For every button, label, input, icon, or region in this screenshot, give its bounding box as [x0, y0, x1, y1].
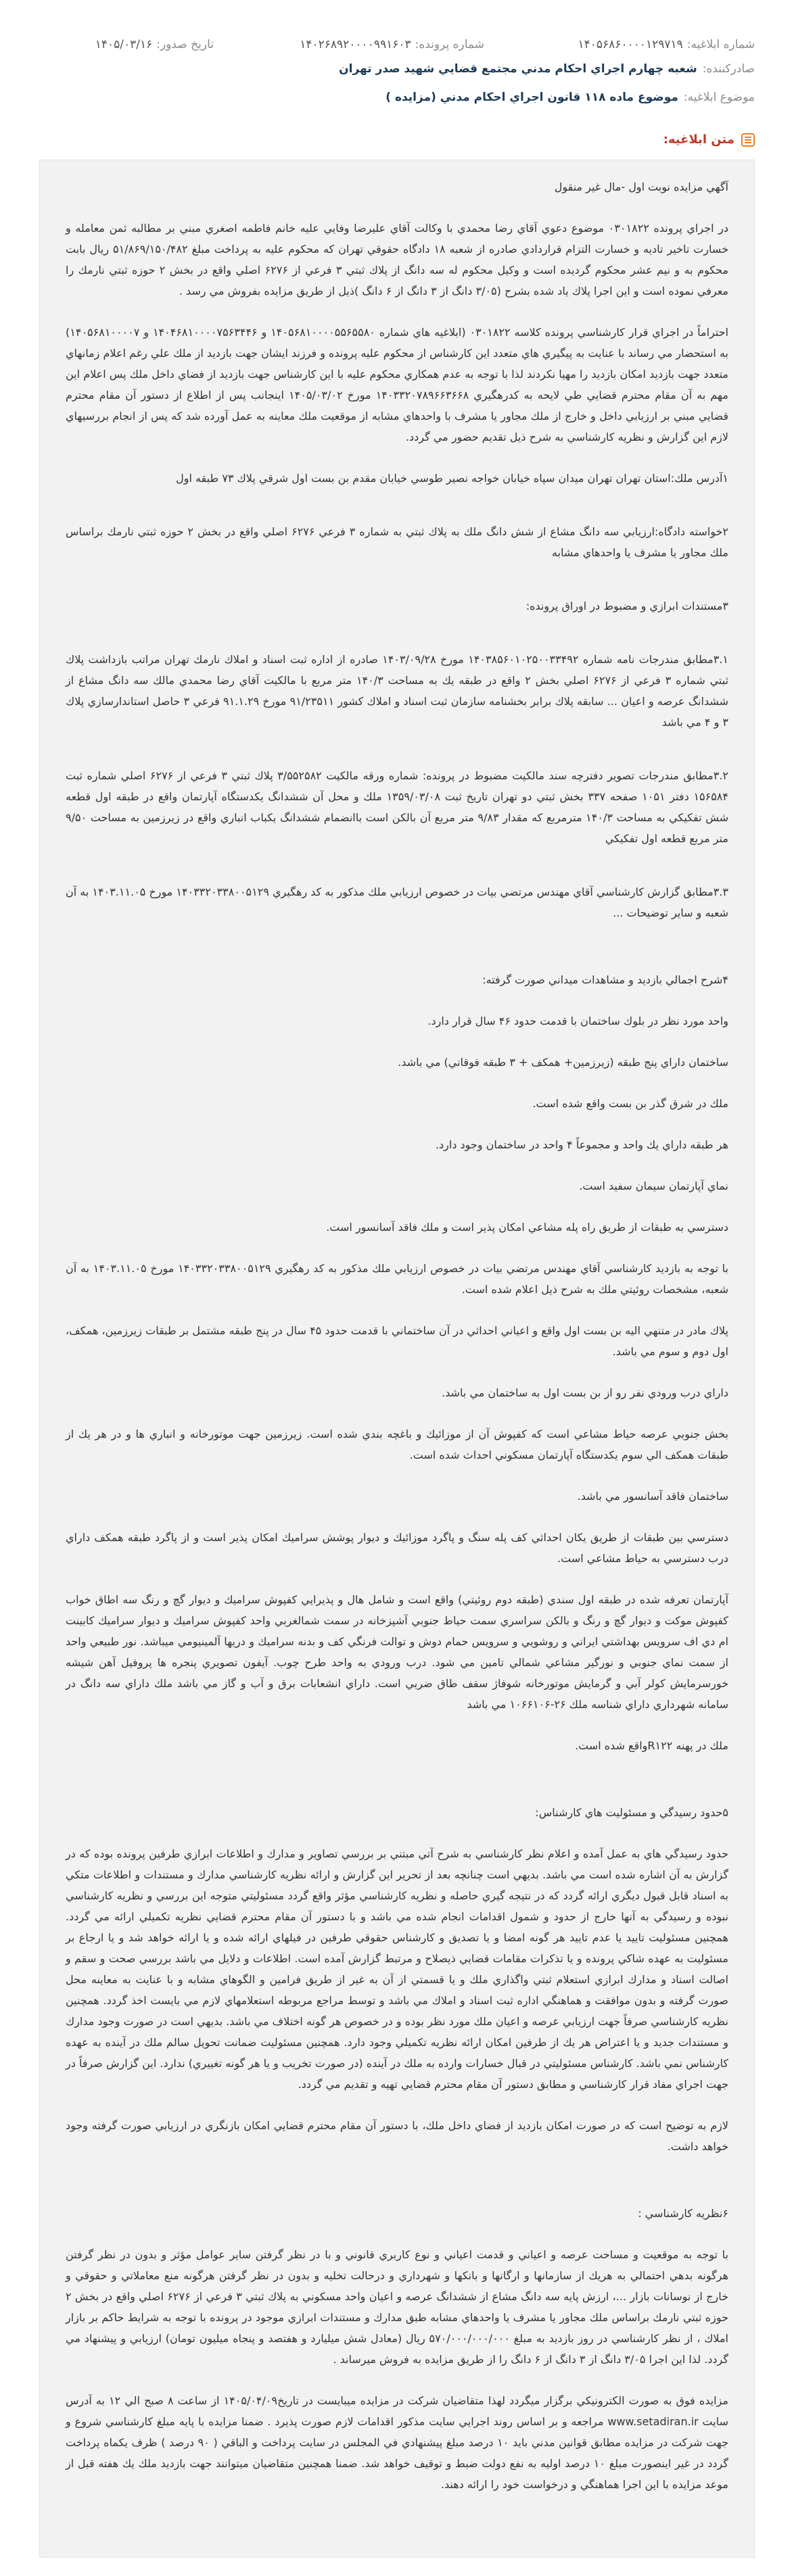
subject-row — [39, 91, 755, 104]
body-paragraph: مزايده فوق به صورت الكترونيكي برگزار ميگردد لهذا متقاضيان شركت در مزايده ميبايست در تاريخ۱۴۰۵/۰۴/۰۹ از ساعت ۸ صبح الي ۱۲ به آدرس سايت www.setadiran.ir مراجعه و بر اساس روند اجرايي سايت مذكور اقدامات لازم صورت پذيرد . ضمنا مزايده با پايه مبلغ كارشناسي شروع و جهت شركت در مزايده مطابق قوانين مدني بايد ۱۰ درصد مبلغ پيشنهادي في المجلس در سايت پرداخت و الباقي ( ۹۰ درصد ) ظرف يكماه پرداخت گردد در غير اينصورت مبلغ ۱۰ درصد اوليه به نفع دولت ضبط و توقيف خواهد شد. ضمنا همچنين متقاضيان ميتوانند جهت بازديد ملك يك هفته قبل از موعد مزايده با اين اجرا هماهنگي و درخواست خود را ارائه دهند. — [66, 2394, 729, 2491]
body-paragraph: حدود رسيدگي هاي به عمل آمده و اعلام نظر كارشناسي به شرح آتي مبتني بر بررسي تصاوير و مدارك و اطلاعات ابرازي طرفين پرونده بوده كه در گزارش به آن اشاره شده است مي باشد. بديهي است چنانچه بعد از تحرير اين گزارش و ارائه نظريه كارشناسي مدارك و مستندات و اطلاعات متكي به اسناد قابل قبول ديگري ارائه گردد كه در نتيجه گيري حاصله و نظريه كارشناسي مؤثر واقع گردد مسئوليتي متوجه اين بررسي و نظريه كارشناسي نبوده و رسيدگي به آنها خارج از حدود و شمول اقدامات انجام شده مي باشد و با دستور آن مقام محترم قضايي نظريه تكميلي ارائه مي گردد. همچنين مسئوليت تاييد يا عدم تاييد هر گونه امضا و يا تصديق و كارشناس حقوقي طرفين در فيلهاي ارائه شده و يا ارائه خواهد شد و يا ارجاع بر مسئوليت به عهده شاكي پرونده و يا تذكرات مقامات قضايي ذيصلاح و مرتبط گزارش آمده است. اطلاعات و دلايل مي باشد بررسي صحت و سقم و اصالت اسناد و مدارك ابرازي استعلام ثبتي واگذاري ملك و يا قسمتي از آن به غير از طريق فرامين و الگوهاي مشابه و با عنايت به معاينه محل صورت گرفته و بدون موافقت و هماهنگي اداره ثبت اسناد و املاك مي باشد و توسط مراجع مربوطه استعلامهاي لازم مي بايست اخذ گردد. همچنين نظريه كارشناسي صرفاً جهت ارزيابي عرصه و اعيان ملك مورد نظر بوده و در خصوص هر گونه اختلاف مي باشد. بديهي است در صورت وجود مدارك و مستندات جديد و يا اعتراض هر يك از طرفين امكان ارائه نظريه تكميلي وجود دارد. همچنين مسئوليت ضمانت تحويل سالم ملك در آينده به عهده كارشناس نمي باشد. كارشناس مسئوليتي در قبال خسارات وارده به ملك در آينده (در صورت تخريب و يا هر گونه تغييري) ندارد. اين گزارش صرفاً در جهت اجراي مفاد قرار كارشناسي و مطابق دستور آن مقام محترم قضايي تهيه و تقديم مي گردد. — [66, 1847, 728, 2091]
body-paragraph: واحد مورد نظر در بلوك ساختمان با قدمت حدود ۴۶ سال قرار دارد. — [427, 1015, 728, 1027]
body-paragraph: نماي آپارتمان سيمان سفيد است. — [579, 1180, 728, 1192]
issue-date — [95, 38, 214, 51]
body-paragraph: ۶نظريه كارشناسي : — [638, 2207, 728, 2220]
issuer-value: شعبه چهارم اجراي احكام مدني مجتمع قضايي شهيد صدر تهران — [339, 62, 697, 76]
body-paragraph: با توجه به موقعيت و مساحت عرصه و اعياني و قدمت اعياني و نوع كاربري قانوني و با در نظر گرفتن ساير عوامل مؤثر و بدون در نظر گرفتن هرگونه بدهي احتمالي به هريك از سازمانها و ارگانها و بانكها و شهرداري و درحالت تخليه و بدون در نظر گرفتن هرگونه منع معاملاتي و حقوقي و خارج از نوسانات بازار ...، ارزش پايه سه دانگ مشاع از ششدانگ عرصه و اعيان واحد مسكوني به پلاك ثبتي ۳ فرعي از ۶۲۷۶ اصلي واقع در بخش ۲ حوزه ثبتي نارمك براساس ملك مجاور يا مشرف يا واحدهاي مشابه طبق مدارك و مستندات ابرازي موجود در پرونده با توجه به شرايط حاكم بر بازار املاك ، از نظر كارشناسي در روز بازديد به مبلغ ۵۷۰/۰۰۰/۰۰۰/۰۰۰ ريال (معادل شش ميليارد و هفتصد و پنجاه ميليون تومان) ارزيابي و پيشنهاد مي گردد. لذا اين اجرا ۳/۰۵ دانگ از ۳ دانگ از ۶ دانگ را از طريق مزايده به فروش ميرساند . — [66, 2248, 728, 2366]
notice-text-title: متن ابلاغيه: — [663, 132, 734, 147]
body-paragraph: ملك در شرق گذر بن بست واقع شده است. — [532, 1097, 728, 1110]
body-paragraph: پلاك مادر در متنهي اليه بن بست اول واقع و اعياني احداثي در آن ساختماني با قدمت حدود ۴۵ سال در پنج طبقه مشتمل بر طبقات زيرزمين، همكف، اول دوم و سوم مي باشد. — [66, 1324, 729, 1358]
body-paragraph: ساختمان داراي پنج طبقه (زيرزمين+ همكف + ۳ طبقه فوقاني) مي باشد. — [398, 1056, 728, 1069]
document-icon — [741, 133, 755, 147]
case-number — [214, 38, 484, 51]
body-paragraph: هر طبقه داراي يك واحد و مجموعاً ۴ واحد در ساختمان وجود دارد. — [435, 1138, 728, 1151]
body-paragraph: لازم به توضيح است كه در صورت امكان بازديد از فضاي داخل ملك، با دستور آن مقام محترم قضايي امكان بازنگري در ارزيابي صورت گرفته وجود خواهد داشت. — [66, 2119, 728, 2153]
body-paragraph: احتراماً در اجراي قرار كارشناسي پرونده كلاسه ۰۳۰۱۸۲۲ (ابلاغيه هاي شماره ۱۴۰۵۶۸۱۰۰۰۰۵۵۶۵۵۸۰ و ۱۴۰۴۶۸۱۰۰۰۰۷۵۶۳۴۴۶ و ۱۴۰۵۶۸۱۰۰۰۰۷) به استحضار مي رساند با عنايت به پيگيري هاي متعدد اين كارشناس از محكوم عليه پرونده و فرزند ايشان جهت بازديد از ملك علي رغم اعلام زمانهاي متعدد جهت بازديد امكان بازديد را مهيا نكردند لذا با توجه به عدم همكاري محكوم عليه با اين كارشناس جهت بازديد از فضاي داخل ملك پس اعلام اين مهم به آن مقام محترم قضايي طي لايحه به كدرهگيري ۱۴۰۳۳۲۰۷۸۹۶۶۳۶۶۸ مورخ ۱۴۰۵/۰۳/۰۲ اينجانب پس از اطلاع از دستور آن مقام محترم قضايي مبني بر ارزيابي داخل و خارج از ملك مجاور يا مشرف با واحدهاي مشابه از موقعيت ملك معاينه به عمل آورده شد كه پس از انجام بررسيهاي لازم اين گزارش و نظريه كارشناسي به شرح ذيل تقديم حضور مي گردد. — [66, 326, 729, 443]
announcement-number — [484, 38, 755, 51]
issue-date-value: ۱۴۰۵/۰۳/۱۶ — [95, 38, 153, 51]
body-paragraph: ۳.۲مطابق مندرجات تصوير دفترچه سند مالكيت مضبوط در پرونده: شماره ورقه مالكيت ۳/۵۵۲۵۸۲ پلاك ثبتي ۳ فرعي از ۶۲۷۶ اصلي شماره ثبت ۱۵۶۵۸۴ دفتر ۱۰۵۱ صفحه ۳۳۷ بخش ثبتي دو تهران تاريخ ثبت ۱۳۵۹/۰۳/۰۸ ملك و محل آن ششدانگ يكدستگاه آپارتمان واقع در طبقه اول قطعه شش تفكيكي به مساحت ۱۴۰/۳ مترمربع كه مقدار ۹/۸۳ متر مربع آن بالكن است باانضمام ششدانگ يكباب انباري واقع در زيرزمين به مساحت ۹/۵۰ متر مربع قطعه اول تفكيكي — [66, 769, 729, 845]
body-paragraph: با توجه به بازديد كارشناسي آقاي مهندس مرتضي بيات در خصوص ارزيابي ملك مذكور به كد رهگيري ۱۴۰۳۳۲۰۳۳۸۰۰۵۱۲۹ مورخ ۱۴۰۳.۱۱.۰۵ به آن شعبه، مشخصات روئيتي ملك به شرح ذيل اعلام شده است. — [66, 1262, 729, 1296]
notice-text-header — [663, 132, 755, 147]
body-paragraph: ملك در پهنه R۱۲۲واقع شده است. — [575, 1739, 728, 1752]
announcement-number-value: ۱۴۰۵۶۸۶۰۰۰۰۱۲۹۷۱۹ — [578, 38, 683, 51]
body-paragraph: ساختمان فاقد آسانسور مي باشد. — [577, 1490, 728, 1503]
body-paragraph: دسترسي به طبقات از طريق راه پله مشاعي امكان پذير است و ملك فاقد آسانسور است. — [326, 1221, 728, 1234]
body-paragraph: ۱آدرس ملك:استان تهران تهران ميدان سپاه خيابان خواجه نصير طوسي خيابان مقدم بن بست اول شرقي پلاك ۷۳ طبقه اول — [176, 472, 728, 485]
body-paragraph: دسترسي بين طبقات از طريق يكان احداثي كف پله سنگ و پاگرد موزائيك و ديوار پوشش سراميك امكان پذير است و از پاگرد طبقه همكف داراي درب دسترسي به حياط مشاعي است. — [66, 1531, 728, 1565]
body-paragraph: ۳مستندات ابرازي و مضبوط در اوراق پرونده: — [526, 600, 728, 612]
case-number-value: ۱۴۰۲۶۸۹۲۰۰۰۰۹۹۱۶۰۳ — [300, 38, 411, 51]
body-paragraph: ۳.۱مطابق مندرجات نامه شماره ۱۴۰۳۸۵۶۰۱۰۲۵۰۰۳۳۴۹۲ مورخ ۱۴۰۳/۰۹/۲۸ صادره از اداره ثبت اسناد و املاك نارمك تهران مراتب بازداشت پلاك ثبتي شماره ۳ فرعي از ۶۲۷۶ اصلي بخش ۲ واقع در طبقه يك به مساحت ۱۴۰/۳ متر مربع با مالكيت آقاي رضا محمدي مالك سه دانگ مشاع از ششدانگ عرصه و اعيان ... سابقه پلاك برابر بخشنامه سازمان ثبت اسناد و املاك كشور ۹۱/۲۳۵۱۱ مورخ ۹۱.۱.۲۹ فرعي ۳ حاصل استاندارسازي پلاك ۳ و ۴ مي باشد — [66, 653, 729, 729]
body-paragraph: داراي درب ورودي نفر رو از بن بست اول به ساختمان مي باشد. — [442, 1386, 728, 1399]
notice-meta-row — [39, 32, 755, 57]
body-heading: آگهي مزايده نوبت اول -مال غير منقول — [554, 180, 728, 193]
body-paragraph: در اجراي پرونده ۰۳۰۱۸۲۲ موضوع دعوي آقاي رضا محمدي با وکالت آقاي عليرضا وفايي عليه خانم فاطمه اصغري مبني بر مطالبه ثمن معامله و خسارت تاخير تاديه و خسارت التزام قراردادي صادره از شعبه ۱۸ دادگاه حقوقي تهران كه محكوم عليه به پرداخت مبلغ ۵۱/۸۶۹/۱۵۰/۴۸۲ ريال بابت محكوم به و نيم عشر محكوم گرديده است و وكيل محكوم له سه دانگ از پلاك ثبتي ۳ فرعي از ۶۲۷۶ اصلي واقع در بخش ۲ حوزه ثبتي نارمك را معرفي نموده است و اين اجرا پلاك ياد شده بشرح (۳/۰۵ دانگ از ۳ دانگ از ۶ دانگ )ذيل از طريق مزايده بفروش مي رسد . — [66, 222, 729, 297]
body-paragraph: ۲خواسته دادگاه:ارزيابي سه دانگ مشاع از شش دانگ ملك به پلاك ثبتي به شماره ۳ فرعي ۶۲۷۶ اصلي واقع در بخش ۲ حوزه ثبتي نارمك براساس ملك مجاور يا مشرف يا واحدهاي مشابه — [66, 525, 729, 559]
issue-date-label: تاريخ صدور: — [156, 38, 214, 51]
issuer-row — [39, 62, 755, 76]
body-paragraph: ۵حدود رسيدگي و مسئوليت هاي كارشناس: — [535, 1806, 728, 1819]
body-paragraph: بخش جنوبي عرصه حياط مشاعي است كه كفپوش آن از موزائيك و باغچه بندي شده است. زيرزمين جهت موتورخانه و انباري ها و در هر يك از طبقات همكف الي سوم يكدستگاه آپارتمان مسكوني احداث شده است. — [66, 1428, 728, 1461]
body-paragraph: ۳.۳مطابق گزارش كارشناسي آقاي مهندس مرتضي بيات در خصوص ارزيابي ملك مذكور به كد رهگيري ۱۴۰۳۳۲۰۳۳۸۰۰۵۱۲۹ مورخ ۱۴۰۳.۱۱.۰۵ به آن شعبه و ساير توضيحات ... — [66, 885, 729, 919]
body-paragraph: آپارتمان تعرفه شده در طبقه اول سندي (طبقه دوم روئيتي) واقع است و شامل هال و پذيرايي كفپوش سراميك و ديوار گچ و رنگ سه اطاق خواب كفپوش موكت و ديوار گچ و رنگ و بالكن سراسري سمت حياط جنوبي آشپزخانه در سمت شمالغربي واحد كفپوش سراميك و ديوار سراميك كابينت ام دي اف سرويس بهداشتي ايراني و روشويي و سرويس حمام دوش و توالت فرنگي كف و بدنه سراميك و دريها آلمينيومي ميباشد. نور طبيعي واحد از سمت نماي جنوبي و نورگير مشاعي شمالي تامين مي شود. درب ورودي به واحد طرح چوب. آيفون تصويري پنجره ها پروفيل آهن شيشه خورسرمايش كولر آبي و گرمايش موتورخانه شوفاژ سقف طاق ضربي است. داراي انشعابات برق و آب و گاز مي باشد ملك داراي سه دانگ در سامانه شهرداري داراي شناسه ملك ۲۶-۱۰۶۶۱۰۶ مي باشد — [66, 1593, 728, 1711]
announcement-number-label: شماره ابلاغيه: — [686, 38, 755, 51]
subject-value: موضوع ماده ۱۱۸ قانون اجراي احكام مدني (مزايده ) — [386, 91, 678, 104]
case-number-label: شماره پرونده: — [415, 38, 484, 51]
notice-body — [39, 160, 755, 2558]
body-paragraph: ۴شرح اجمالي بازديد و مشاهدات ميداني صورت گرفته: — [482, 973, 728, 986]
issuer-label: صادرکننده: — [702, 62, 755, 76]
subject-label: موضوع ابلاغيه: — [683, 91, 755, 104]
